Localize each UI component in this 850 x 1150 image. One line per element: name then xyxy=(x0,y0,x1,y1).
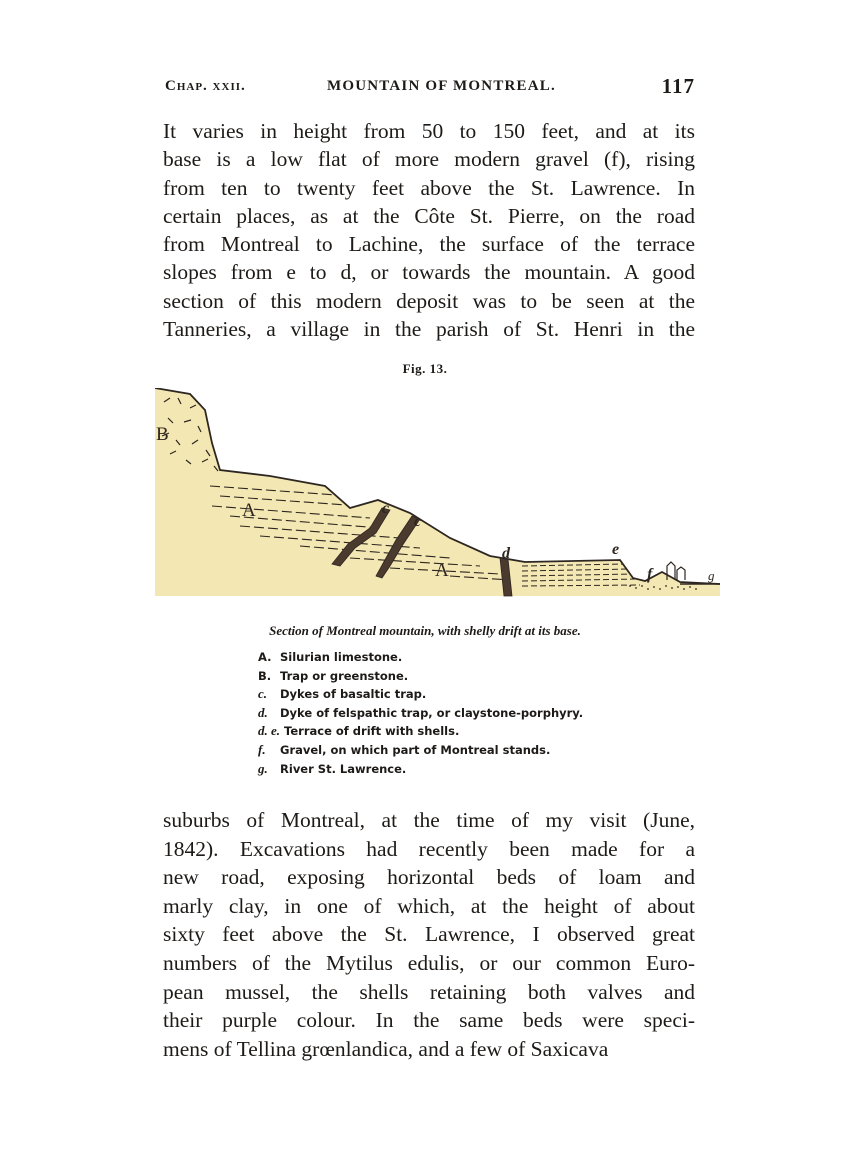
legend-item: A. Silurian limestone. xyxy=(258,650,403,664)
text-line: certain places, as at the Côte St. Pierre, on the road xyxy=(163,203,695,228)
figure-caption: Section of Montreal mountain, with shelly drift at its base. xyxy=(269,623,581,638)
label-c1: c xyxy=(382,500,390,517)
chapter-label: Chap. xxii. xyxy=(165,78,246,94)
text-line: marly clay, in one of which, at the height of about xyxy=(163,893,695,918)
label-A2: A xyxy=(435,560,449,581)
paragraph-bottom xyxy=(163,806,695,1063)
legend-item: c. Dykes of basaltic trap. xyxy=(258,686,427,702)
legend-item: g. River St. Lawrence. xyxy=(258,760,407,776)
label-g: g xyxy=(708,568,715,583)
label-f: f xyxy=(647,566,653,583)
text-line: suburbs of Montreal, at the time of my visit (June, xyxy=(163,808,695,832)
paragraph-top xyxy=(163,117,695,343)
figure-label: Fig. 13. xyxy=(402,361,448,376)
label-c2: c xyxy=(414,513,422,530)
page-number: 117 xyxy=(661,74,695,98)
legend-item: f. Gravel, on which part of Montreal stands. xyxy=(258,741,551,757)
legend-item: d. e. Terrace of drift with shells. xyxy=(258,723,460,739)
text-line: from Montreal to Lachine, the surface of the terrace xyxy=(163,232,695,257)
text-line: pean mussel, the shells retaining both valves and xyxy=(163,979,695,1004)
label-A1: A xyxy=(242,500,256,521)
label-d: d xyxy=(502,545,510,562)
label-e: e xyxy=(612,541,620,558)
legend-item: d. Dyke of felspathic trap, or claystone-porphyry. xyxy=(258,704,584,720)
text-line: numbers of the Mytilus edulis, or our common Euro- xyxy=(163,950,695,975)
text-line: slopes from e to d, or towards the mountain. A good xyxy=(163,260,695,285)
text-line: from ten to twenty feet above the St. Lawrence. In xyxy=(163,175,695,200)
geological-section-diagram xyxy=(150,388,720,603)
section-figure xyxy=(150,388,720,603)
text-line: Tanneries, a village in the parish of St. Henri in the xyxy=(163,317,695,342)
running-title: MOUNTAIN OF MONTREAL. xyxy=(327,78,556,94)
legend-item: B. Trap or greenstone. xyxy=(258,668,409,683)
text-line: sixty feet above the St. Lawrence, I observed great xyxy=(163,922,695,947)
running-head xyxy=(165,74,695,98)
text-line: 1842). Excavations had recently been made for a xyxy=(163,836,695,861)
text-line: base is a low flat of more modern gravel (f), rising xyxy=(163,147,695,172)
text-line: section of this modern deposit was to be seen at the xyxy=(163,288,695,313)
figure-legend xyxy=(258,648,678,778)
text-line: new road, exposing horizontal beds of loam and xyxy=(163,865,695,890)
text-line: their purple colour. In the same beds were speci- xyxy=(163,1008,695,1033)
label-B: B xyxy=(156,424,169,445)
text-line: mens of Tellina grœnlandica, and a few of Saxicava xyxy=(163,1036,609,1061)
text-line: It varies in height from 50 to 150 feet, and at its xyxy=(163,119,695,143)
